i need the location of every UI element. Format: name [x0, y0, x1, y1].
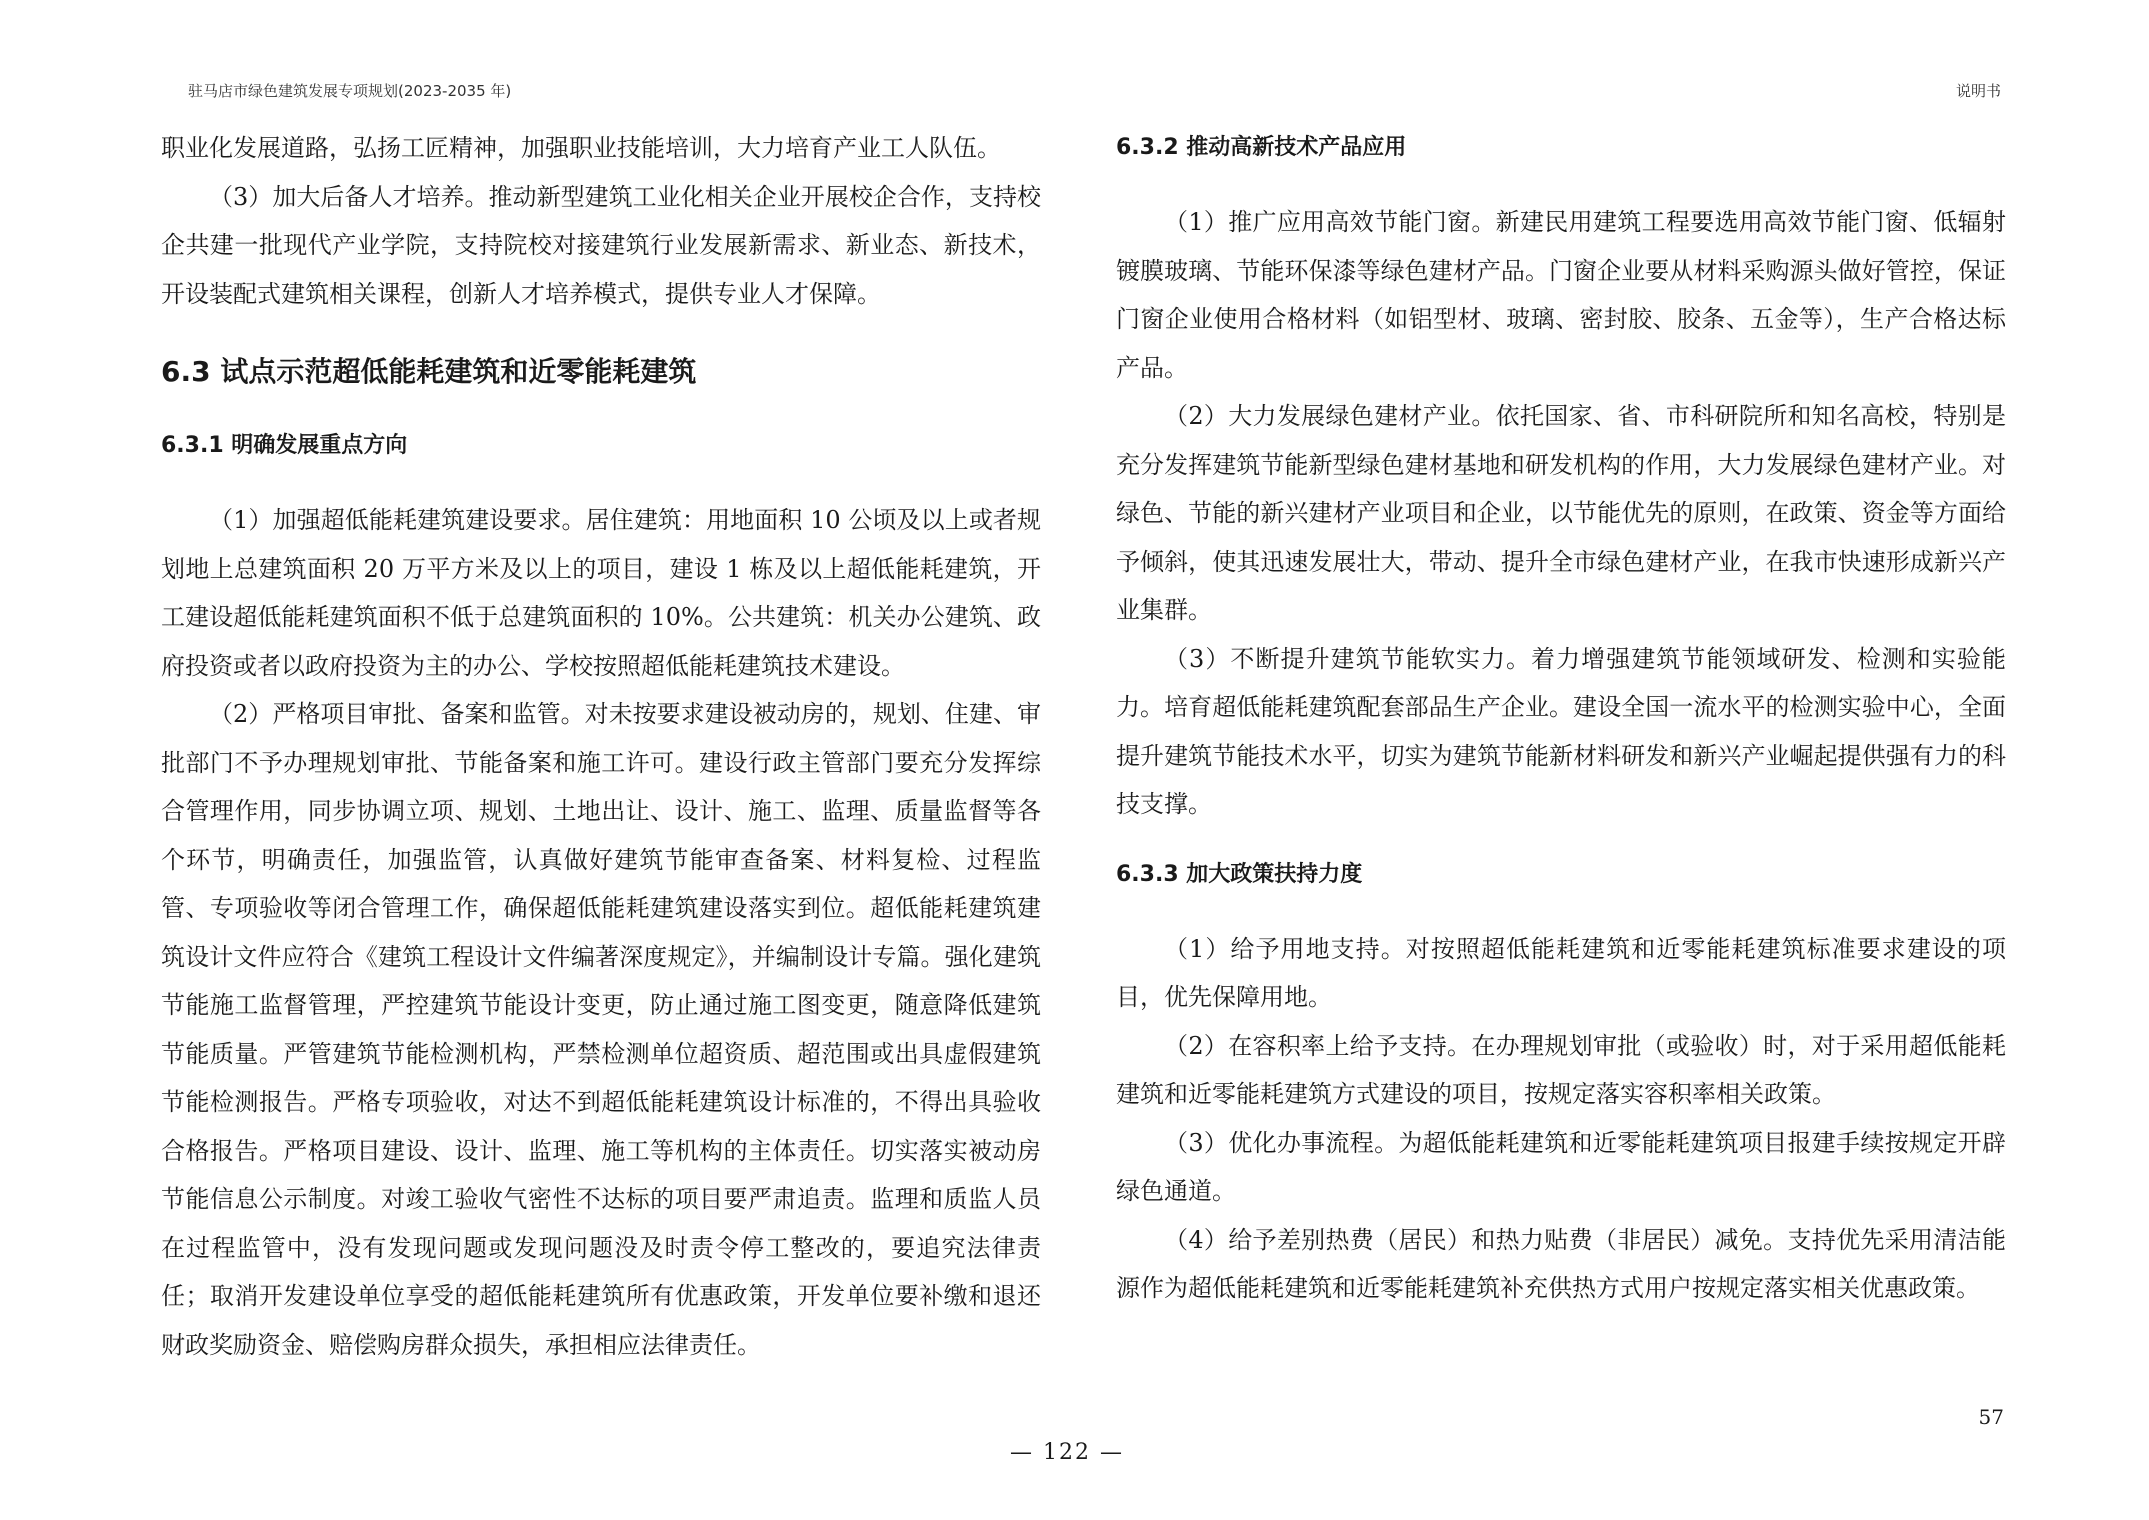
paragraph-energy-saving-windows: （1）推广应用高效节能门窗。新建民用建筑工程要选用高效节能门窗、低辐射镀膜玻璃、节能环保漆等绿色建材产品。门窗企业要从材料采购源头做好管控，保证门窗企业使用合格材料（如铝型材、玻璃、密封胶、胶条、五金等），生产合格达标产品。: [1116, 208, 2006, 382]
paragraph-green-materials: （2）大力发展绿色建材产业。依托国家、省、市科研院所和知名高校，特别是充分发挥建筑节能新型绿色建材基地和研发机构的作用，大力发展绿色建材产业。对绿色、节能的新兴建材产业项目和企业，以节能优先的原则，在政策、资金等方面给予倾斜，使其迅速发展壮大，带动、提升全市绿色建材产业，在我市快速形成新兴产业集群。: [1116, 402, 2006, 624]
paragraph-plot-ratio: （2）在容积率上给予支持。在办理规划审批（或验收）时，对于采用超低能耗建筑和近零能耗建筑方式建设的项目，按规定落实容积率相关政策。: [1116, 1031, 2006, 1108]
subsection-heading-6-3-2: 6.3.2 推动高新技术产品应用: [1116, 135, 1407, 160]
book-page-number: — 122 —: [1010, 1440, 1124, 1465]
paragraph-land-support: （1）给予用地支持。对按照超低能耗建筑和近零能耗建筑标准要求建设的项目，优先保障用地。: [1116, 934, 2006, 1011]
paragraph-approval-supervision: （2）严格项目审批、备案和监管。对未按要求建设被动房的，规划、住建、审批部门不予办理规划审批、节能备案和施工许可。建设行政主管部门要充分发挥综合管理作用，同步协调立项、规划、土地出让、设计、施工、监理、质量监督等各个环节，明确责任，加强监管，认真做好建筑节能审查备案、材料复检、过程监管、专项验收等闭合管理工作，确保超低能耗建筑建设落实到位。超低能耗建筑建筑设计文件应符合《建筑工程设计文件编著深度规定》，并编制设计专篇。强化建筑节能施工监督管理，严控建筑节能设计变更，防止通过施工图变更，随意降低建筑节能质量。严管建筑节能检测机构，严禁检测单位超资质、超范围或出具虚假建筑节能检测报告。严格专项验收，对达不到超低能耗建筑设计标准的，不得出具验收合格报告。严格项目建设、设计、监理、施工等机构的主体责任。切实落实被动房节能信息公示制度。对竣工验收气密性不达标的项目要严肃追责。监理和质监人员在过程监管中，没有发现问题或发现问题没及时责令停工整改的，要追究法律责任；取消开发建设单位享受的超低能耗建筑所有优惠政策，开发单位要补缴和退还财政奖励资金、赔偿购房群众损失，承担相应法律责任。: [161, 700, 1041, 1359]
paragraph-green-channel: （3）优化办事流程。为超低能耗建筑和近零能耗建筑项目报建手续按规定开辟绿色通道。: [1116, 1128, 2006, 1205]
paragraph-continuation: 职业化发展道路，弘扬工匠精神，加强职业技能培训，大力培育产业工人队伍。: [161, 134, 1001, 162]
paragraph-soft-power: （3）不断提升建筑节能软实力。着力增强建筑节能领域研发、检测和实验能力。培育超低能耗建筑配套部品生产企业。建设全国一流水平的检测实验中心，全面提升建筑节能技术水平，切实为建筑节能新材料研发和新兴产业崛起提供强有力的科技支撑。: [1116, 644, 2006, 818]
section-heading-6-3: 6.3 试点示范超低能耗建筑和近零能耗建筑: [161, 355, 697, 388]
running-header-title: 驻马店市绿色建筑发展专项规划(2023-2035 年): [188, 82, 512, 100]
left-column: [161, 124, 1041, 1369]
paragraph-heating-fee: （4）给予差别热费（居民）和热力贴费（非居民）减免。支持优先采用清洁能源作为超低能耗建筑和近零能耗建筑补充供热方式用户按规定落实相关优惠政策。: [1116, 1225, 2006, 1302]
running-header-section: 说明书: [1955, 82, 2001, 100]
subsection-heading-6-3-3: 6.3.3 加大政策扶持力度: [1116, 861, 1363, 887]
paragraph-talent-reserve: （3）加大后备人才培养。推动新型建筑工业化相关企业开展校企合作，支持校企共建一批现代产业学院，支持院校对接建筑行业发展新需求、新业态、新技术，开设装配式建筑相关课程，创新人才培养模式，提供专业人才保障。: [161, 182, 1041, 308]
right-column: [1116, 124, 2006, 1313]
document-page-number: 57: [1978, 1405, 2004, 1429]
paragraph-construction-requirements: （1）加强超低能耗建筑建设要求。居住建筑：用地面积 10 公顷及以上或者规划地上总建筑面积 20 万平方米及以上的项目，建设 1 栋及以上超低能耗建筑，开工建设超低能耗建筑面积不低于总建筑面积的 10%。公共建筑：机关办公建筑、政府投资或者以政府投资为主的办公、学校按照超低能耗建筑技术建设。: [161, 506, 1041, 680]
subsection-heading-6-3-1: 6.3.1 明确发展重点方向: [161, 433, 408, 458]
